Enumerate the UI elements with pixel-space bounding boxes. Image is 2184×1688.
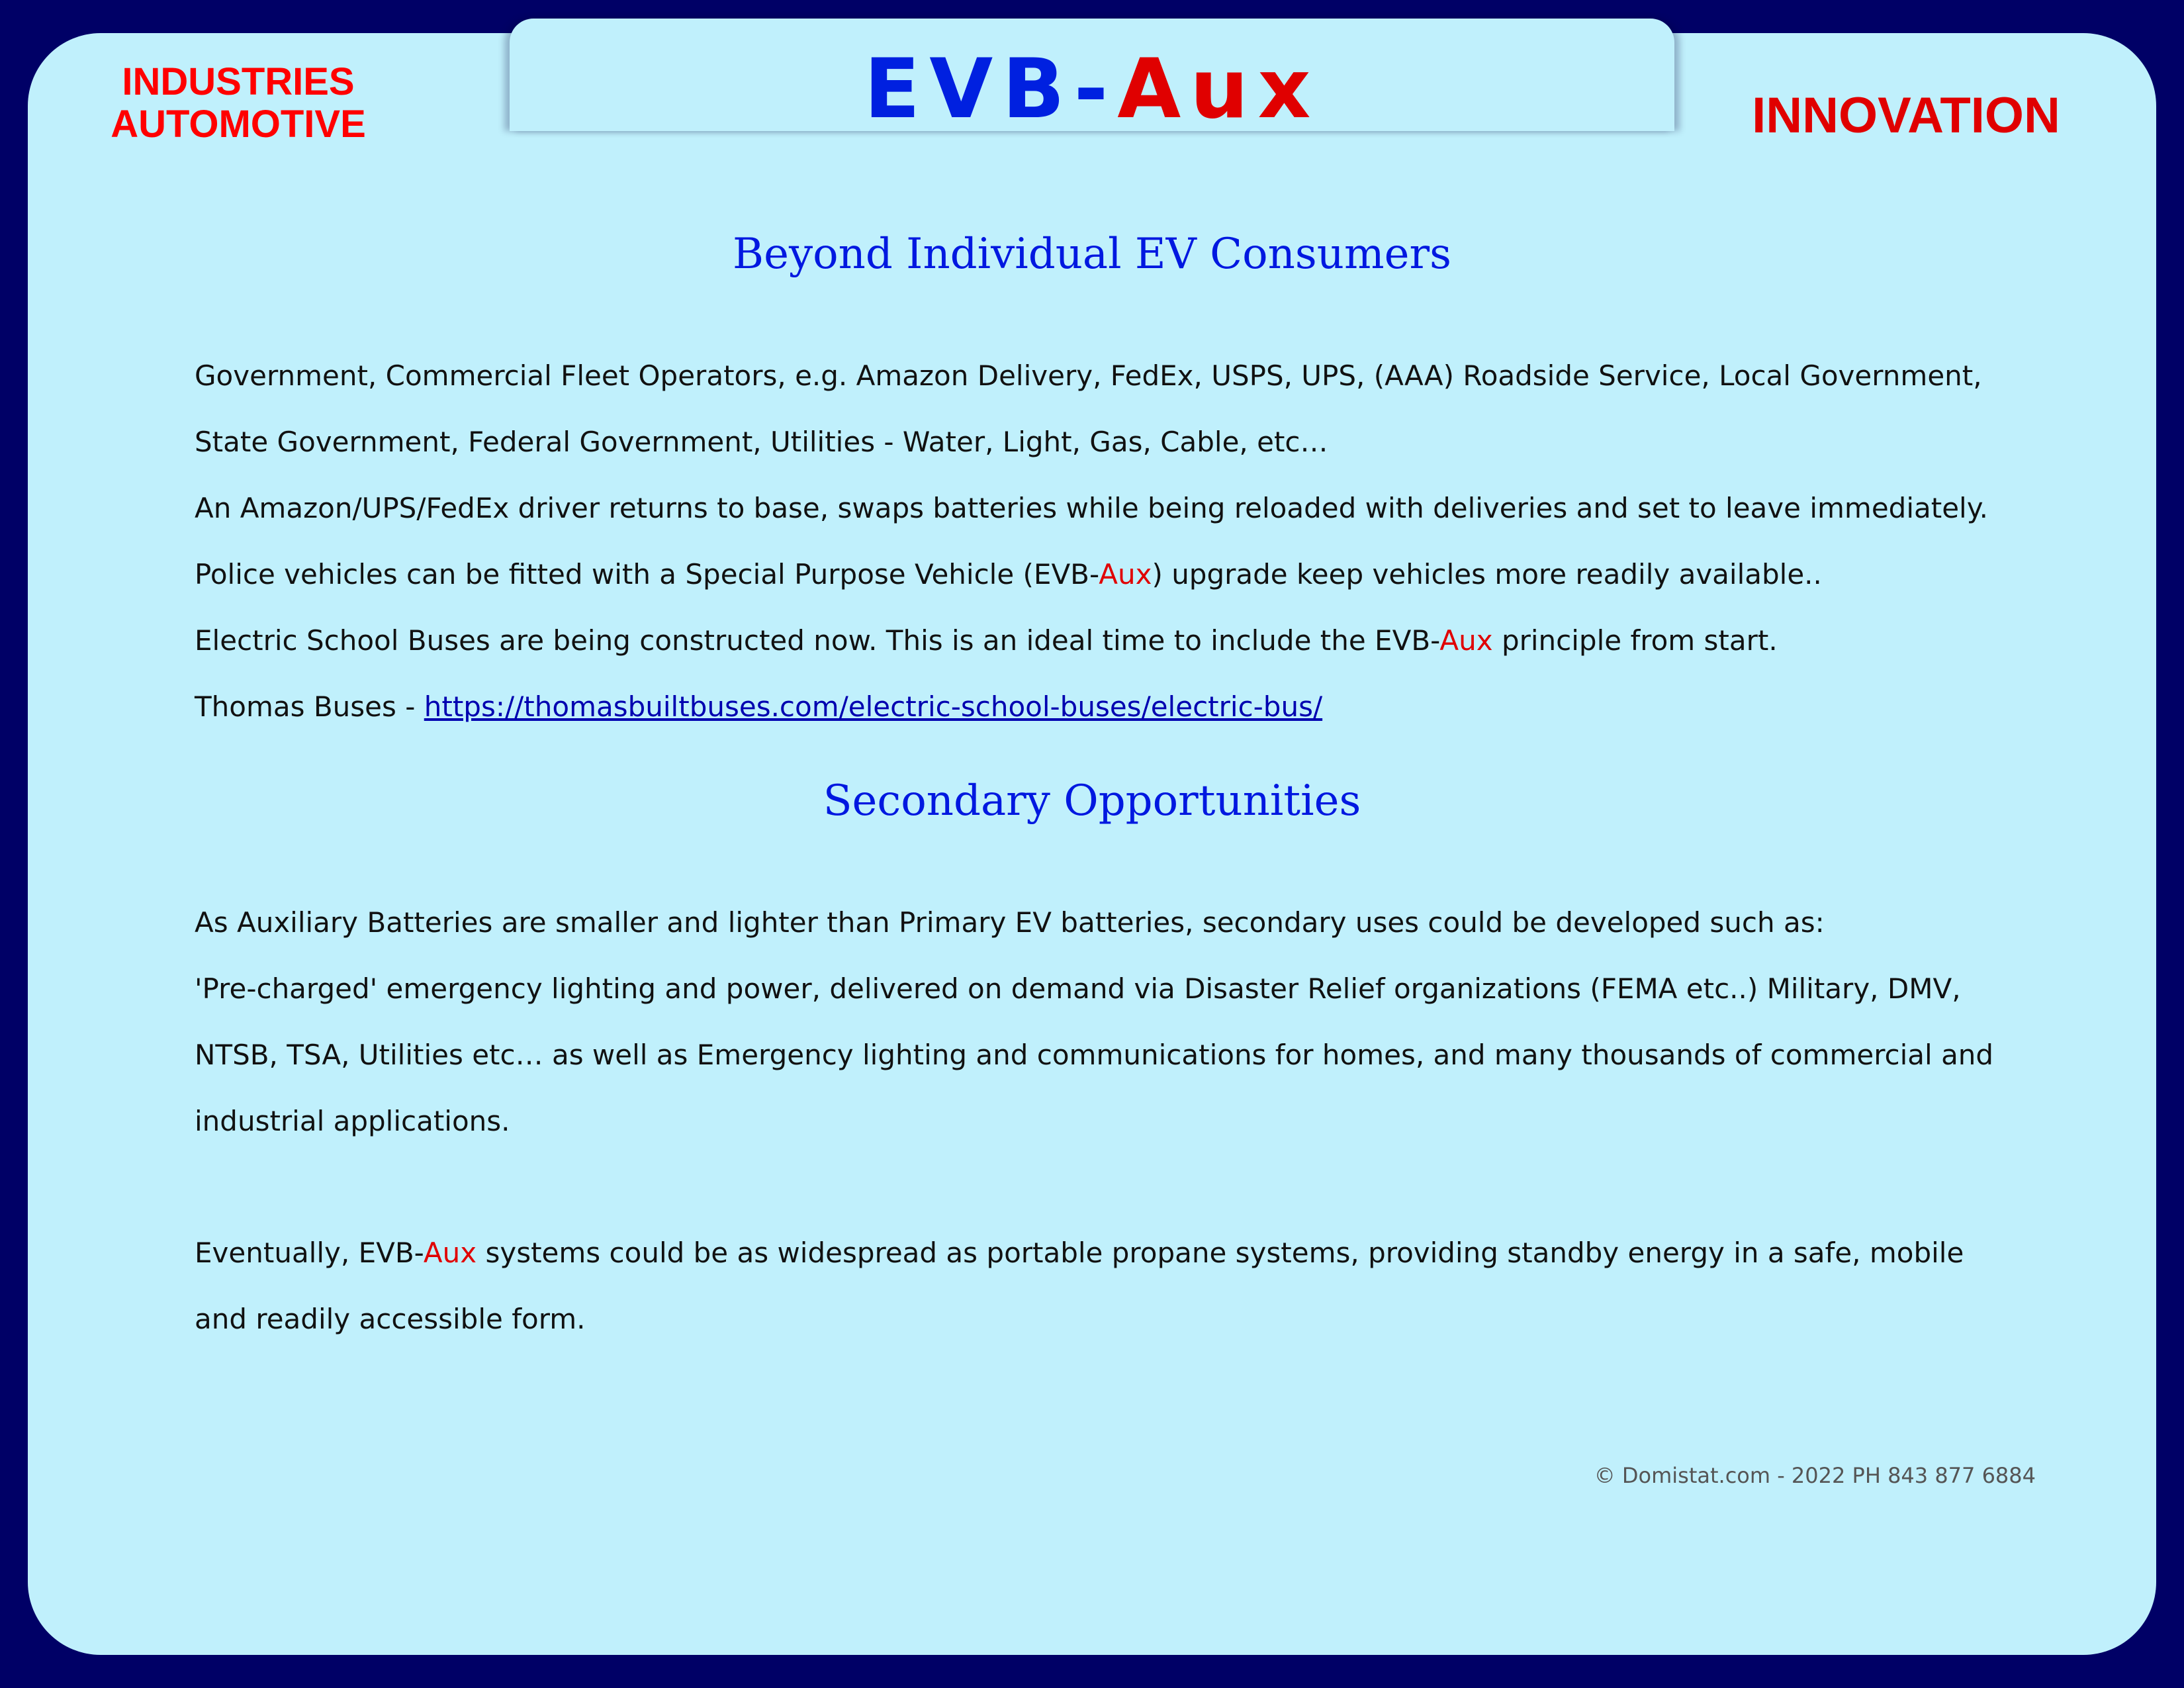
aux-highlight: Aux	[1099, 558, 1152, 590]
text-span: Electric School Buses are being constructed now. This is an ideal time to include the EVB-	[195, 624, 1440, 657]
auxiliary-batteries-paragraph: As Auxiliary Batteries are smaller and lighter than Primary EV batteries, secondary uses could be developed such as:	[195, 906, 1825, 939]
section-consumers-body	[195, 343, 2021, 740]
thomas-buses-label: Thomas Buses -	[195, 690, 424, 723]
industries-line: INDUSTRIES	[122, 60, 355, 103]
thomas-buses-link[interactable]: https://thomasbuiltbuses.com/electric-school-buses/electric-bus/	[424, 690, 1323, 723]
innovation-label: INNOVATION	[1752, 87, 2060, 144]
driver-paragraph	[195, 475, 2021, 608]
eventually-paragraph	[195, 1220, 2021, 1352]
industries-label	[106, 61, 371, 146]
text-span: principle from start.	[1492, 624, 1778, 657]
pre-charged-paragraph: 'Pre-charged' emergency lighting and power, delivered on demand via Disaster Relief organizations (FEMA etc..) Military, DMV, NTSB, TSA, Utilities etc… as well as Emergency lighting and communications for homes, and many thousands of commercial and industrial applications.	[195, 972, 1994, 1137]
aux-highlight: Aux	[423, 1237, 477, 1269]
fleet-operators-paragraph: Government, Commercial Fleet Operators, e.g. Amazon Delivery, FedEx, USPS, UPS, (AAA) Roadside Service, Local Government, State Government, Federal Government, Utilities - Water, Light, Gas, Cable, etc…	[195, 359, 1982, 458]
section-title-secondary: Secondary Opportunities	[823, 776, 1361, 825]
section-secondary-body	[195, 890, 2021, 1154]
school-bus-paragraph	[195, 608, 2021, 674]
text-span: systems could be as widespread as portable propane systems, providing standby energy in a safe, mobile and readily accessible form.	[195, 1237, 1964, 1335]
text-span: An Amazon/UPS/FedEx driver returns to base, swaps batteries while being reloaded with deliveries and set to leave immediately. Police vehicles can be fitted with a Special Purpose Vehicle (EVB-	[195, 492, 1988, 590]
text-span: Eventually, EVB-	[195, 1237, 424, 1269]
text-span: ) upgrade keep vehicles more readily available..	[1152, 558, 1822, 590]
evb-aux-logo	[510, 40, 1674, 139]
eventually-body	[195, 1220, 2021, 1352]
copyright-footer: © Domistat.com - 2022 PH 843 877 6884	[1594, 1463, 2036, 1488]
logo-aux: Aux	[1117, 42, 1320, 137]
logo-evb: EVB-	[864, 42, 1118, 137]
thomas-buses-paragraph	[195, 674, 2021, 740]
automotive-line: AUTOMOTIVE	[111, 103, 366, 146]
section-title-consumers: Beyond Individual EV Consumers	[733, 230, 1451, 279]
aux-highlight: Aux	[1439, 624, 1493, 657]
